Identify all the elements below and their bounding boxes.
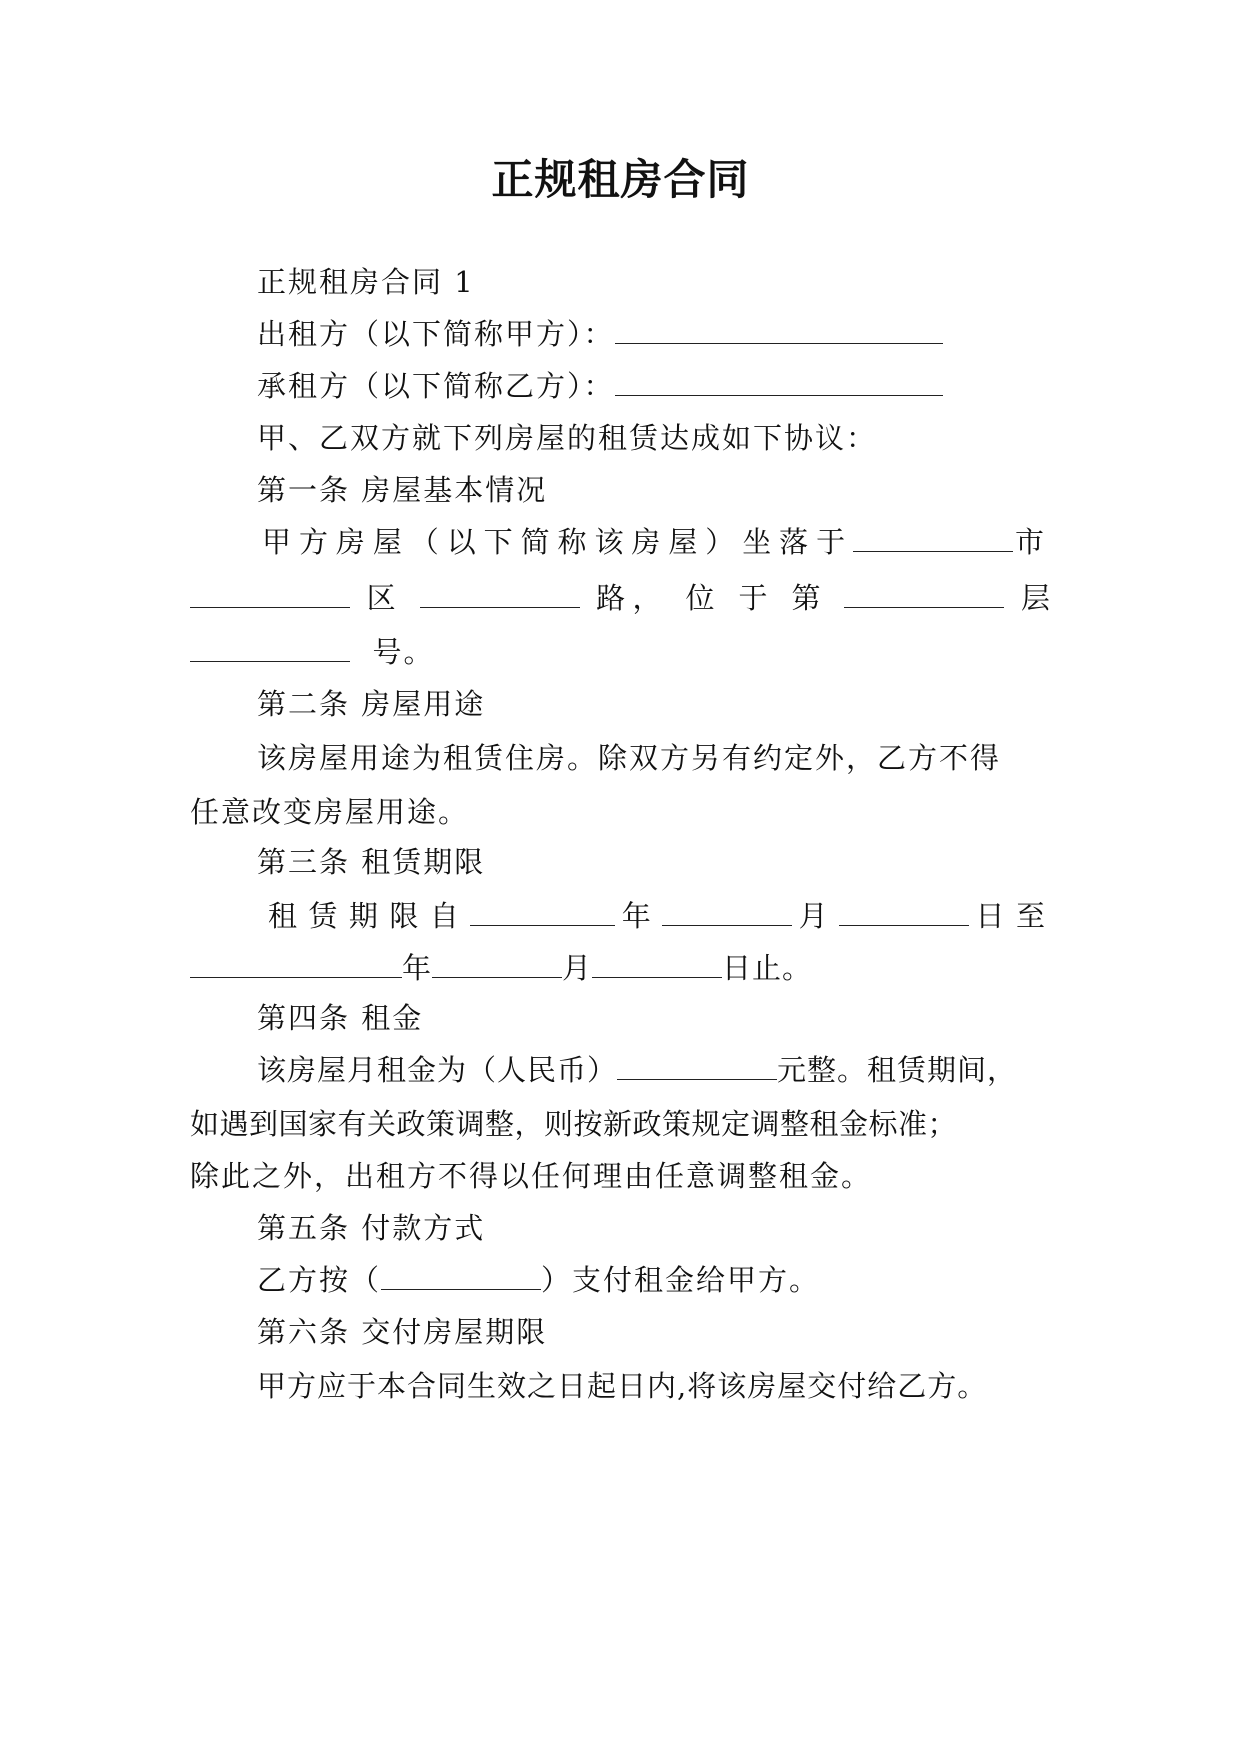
article-2-title: 第二条 房屋用途 bbox=[257, 687, 486, 721]
article-5-line-1: 乙方按（ ）支付租金给甲方。 bbox=[257, 1263, 821, 1297]
article-6-title: 第六条 交付房屋期限 bbox=[257, 1315, 548, 1349]
article-4-line-1: 该房屋月租金为（人民币） 元整。租赁期间， bbox=[257, 1053, 1018, 1087]
article-3-title: 第三条 租赁期限 bbox=[257, 845, 486, 879]
article-3-line-2: 年 月 日止。 bbox=[190, 948, 812, 988]
article-4-line-3: 除此之外，出租方不得以任何理由任意调整租金。 bbox=[190, 1159, 873, 1193]
agreement-intro: 甲、乙双方就下列房屋的租赁达成如下协议： bbox=[257, 421, 878, 455]
article-1-line-1: 甲方房屋（以下简称该房屋）坐落于 市 bbox=[262, 525, 1050, 559]
article-1-title: 第一条 房屋基本情况 bbox=[257, 473, 548, 507]
article-5-title: 第五条 付款方式 bbox=[257, 1211, 486, 1245]
article-2-line-1: 该房屋用途为租赁住房。除双方另有约定外，乙方不得 bbox=[257, 741, 1002, 775]
lessor-label: 出租方（以下简称甲方）： bbox=[257, 317, 615, 351]
lessee-label: 承租方（以下简称乙方）： bbox=[257, 369, 615, 403]
contract-heading: 正规租房合同 1 bbox=[257, 265, 475, 299]
article-4-line-2: 如遇到国家有关政策调整，则按新政策规定调整租金标准； bbox=[190, 1107, 958, 1141]
lessee-blank bbox=[615, 369, 943, 396]
lessor-blank bbox=[615, 317, 943, 344]
lessor-line bbox=[257, 314, 943, 354]
lessee-line bbox=[257, 366, 943, 406]
article-1-line-2: 区 路， 位 于 第 层 bbox=[190, 578, 1050, 618]
page-title: 正规租房合同 bbox=[491, 155, 750, 204]
article-4-title: 第四条 租金 bbox=[257, 1001, 424, 1035]
article-1-line-3: 号。 bbox=[190, 632, 434, 672]
article-6-line-1: 甲方应于本合同生效之日起日内,将该房屋交付给乙方。 bbox=[257, 1369, 988, 1403]
article-3-line-1: 租赁期限自 年 月 日至 bbox=[268, 899, 1050, 933]
article-2-line-2: 任意改变房屋用途。 bbox=[190, 795, 470, 829]
